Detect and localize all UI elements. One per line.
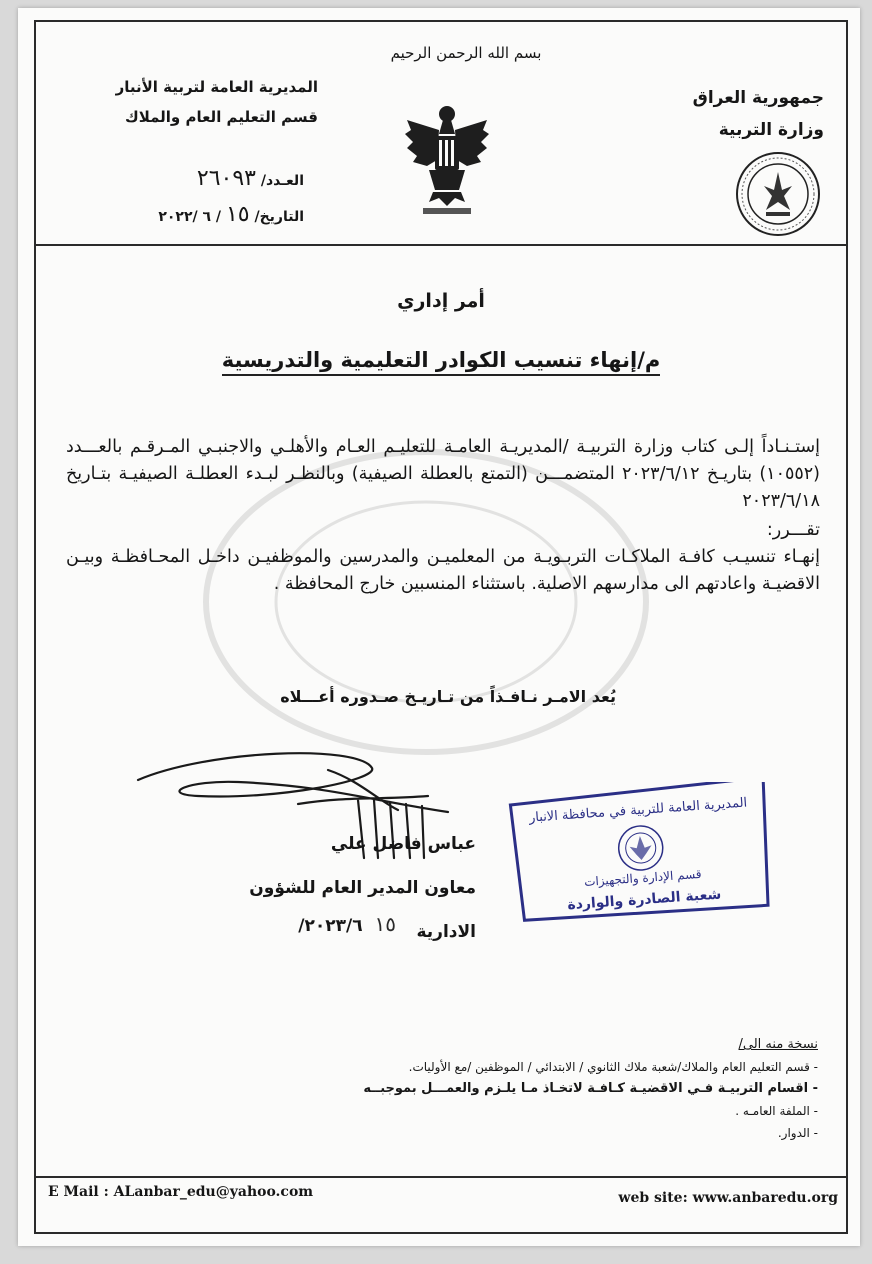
document-frame <box>34 20 848 1234</box>
body-paragraph-decision: إنهـاء تنسيـب كافـة الملاكـات التربـويـة من المعلميـن والمدرسين والموظفيـن داخـل المحـافظـة وبيـن الاقضيـة واعادتهم الى مدارسهم الاصلية. باستثناء المنسبين خارج المحافظة . <box>66 547 820 594</box>
stamp-graphic <box>506 782 776 922</box>
issue-date-row <box>104 198 304 234</box>
stamp-line-department: قسم الإدارة والتجهيزات <box>583 866 702 890</box>
department-stamp <box>506 782 776 922</box>
reference-number-label: العـدد/ <box>260 173 304 189</box>
copies-item: - اقسام التربيـة فـي الاقضيـة كـافـة لاتخـاذ مـا يلـزم والعمـــل بموجبــه <box>363 1081 818 1096</box>
signature-date <box>196 912 396 936</box>
document-page <box>18 8 860 1246</box>
body-decision-label: تقـــرر: <box>766 520 820 540</box>
ministry-seal-icon <box>734 150 822 238</box>
signature-date-rest: ٢٠٢٣/٦/ <box>298 916 363 936</box>
stamp-line-section: شعبة الصادرة والواردة <box>566 886 722 914</box>
reference-number-row <box>104 162 304 198</box>
document-subject <box>36 348 846 372</box>
copies-to-block <box>66 1034 818 1144</box>
copies-title: نسخة منه الى/ <box>738 1037 818 1052</box>
signatory-name: عباس فاضل علي <box>330 834 476 854</box>
copies-item: - الملفة العامـه . <box>735 1104 818 1118</box>
footer-email: E Mail : ALanbar_edu@yahoo.com <box>48 1184 314 1200</box>
issue-date-rest: / ٦ /٢٠٢٢ <box>158 209 222 225</box>
copies-item: - قسم التعليم العام والملاك/شعبة ملاك الثانوي / الابتدائي / الموظفين /مع الأوليات. <box>408 1060 818 1074</box>
subject-text: م/إنهاء تنسيب الكوادر التعليمية والتدريسية <box>222 348 661 376</box>
issuer-right-block <box>693 82 824 146</box>
copies-item: - الدوار. <box>777 1126 818 1140</box>
basmala: بسم الله الرحمن الرحيم <box>390 44 542 62</box>
effective-clause: يُعد الامـر نـافـذاً من تـاريـخ صـدوره أعـــلاه <box>280 687 616 706</box>
directorate-name: المديرية العامة لتربية الأنبار <box>115 78 318 96</box>
footer-website: web site: www.anbaredu.org <box>618 1190 838 1206</box>
department-name: قسم التعليم العام والملاك <box>124 108 318 126</box>
reference-number-value: ٢٦٠٩٣ <box>196 166 256 191</box>
ministry-name: وزارة التربية <box>718 120 824 140</box>
signatory-position: معاون المدير العام للشؤون الادارية <box>249 878 476 942</box>
issue-date-day: ١٥ <box>225 202 250 227</box>
header-divider <box>36 244 846 246</box>
document-body <box>66 434 820 598</box>
footer-divider <box>36 1176 846 1178</box>
body-paragraph-reference: إستـنـاداً إلـى كتاب وزارة التربيـة /المديريـة العامـة للتعليـم العـام والأهلـي والاجنبـي المـرقـم بالعـــدد (١٠٥٥٢) بتاريـخ ٢٠٢٣/٦/١٢ المتضمـــن (التمتع بالعطلة الصيفية) وبالنظـر لبـدء العطلـة الصيفيـة بتـاريخ ٢٠٢٣/٦/١٨ <box>66 437 820 511</box>
stamp-line-directorate: المديرية العامة للتربية في محافظة الانبار <box>528 795 748 826</box>
signature-date-day: ١٥ <box>374 912 396 936</box>
document-title: أمر إداري <box>397 290 485 312</box>
issue-date-label: التاريخ/ <box>254 209 304 225</box>
eagle-emblem-icon <box>399 100 495 218</box>
country-name: جمهورية العراق <box>692 88 824 108</box>
reference-block <box>104 162 304 234</box>
issuer-left-block <box>58 72 318 132</box>
